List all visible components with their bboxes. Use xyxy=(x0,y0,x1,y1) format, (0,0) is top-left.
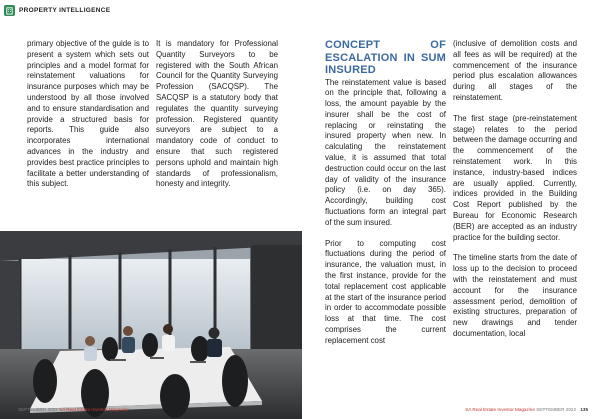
text-column-2 xyxy=(156,39,278,190)
footer-left xyxy=(18,407,129,412)
page-number: 135 xyxy=(580,407,588,412)
paragraph: The timeline starts from the date of loss up to the decision to proceed with the reinstatement and must account for the insurance assessment period, demolition of existing structures, preparation of new drawings and tender documentation, local xyxy=(453,253,577,338)
office-meeting-photo xyxy=(0,231,302,419)
paragraph: (inclusive of demolition costs and all fees as will be required) at the commencement of the insurance period plus escalation allowances during all stages of the reinstatement. xyxy=(453,39,577,102)
text-column-4 xyxy=(453,39,577,340)
footer-issue: SEPTEMBER 2022 xyxy=(18,407,58,412)
paragraph: The reinstatement value is based on the principle that, following a loss, the amount payable by the insurer shall be the cost of replacing or reinstating the insured property when new. In calculating the reinstatement value, it is assumed that total destruction could occur on the last day of validity of the insurance policy (i.e. on day 365). Accordingly, building cost fluctuations form an integral part of the sum insured. xyxy=(325,77,446,227)
section-heading: CONCEPT OF ESCALATION IN SUM INSURED xyxy=(325,39,446,76)
footer-issue: SEPTEMBER 2022 xyxy=(536,407,577,412)
paragraph: Prior to computing cost fluctuations during the period of insurance, the valuation must, in the first instance, provide for the total replacement cost applicable at the start of the insurance period in order to accommodate possible loss at that time. The cost comprises the current replacement cost xyxy=(325,238,446,345)
building-icon xyxy=(4,5,15,16)
text-column-1 xyxy=(27,39,149,190)
footer-publication: SA Real Estate Investor Magazine xyxy=(465,407,535,412)
paragraph: The first stage (pre-reinstatement stage) relates to the period between the damage occurring and the commencement of the reinstatement work. In this instance, industry-based indices are usually applied. Currently, indices provided in the Building Cost Report published by the Bureau for Economic Research (BER) are accepted as an industry practice for the building sector. xyxy=(453,113,577,242)
footer-publication: SA Real Estate Investor Magazine xyxy=(59,407,129,412)
section-label: PROPERTY INTELLIGENCE xyxy=(19,6,111,14)
text-column-3 xyxy=(325,39,446,347)
footer-right xyxy=(465,407,588,412)
paragraph: primary objective of the guide is to present a system which sets out principles and a model format for reinstatement valuations for insurance purposes which may be understood by all those involved and to ensure standardisation and provide a structured basis for reports. This guide also incorporates international advances in the industry and provides best practice principles to facilitate a better understanding of this subject. xyxy=(27,39,149,189)
paragraph: It is mandatory for Professional Quantity Surveyors to be registered with the South African Council for the Quantity Surveying Profession (SACQSP). The SACQSP is a statutory body that regulates the quantity surveying profession. Registered quantity surveyors are subject to a mandatory code of conduct to ensure that such registered persons uphold and maintain high standards of professionalism, honesty and integrity. xyxy=(156,39,278,189)
page-header xyxy=(4,3,110,17)
